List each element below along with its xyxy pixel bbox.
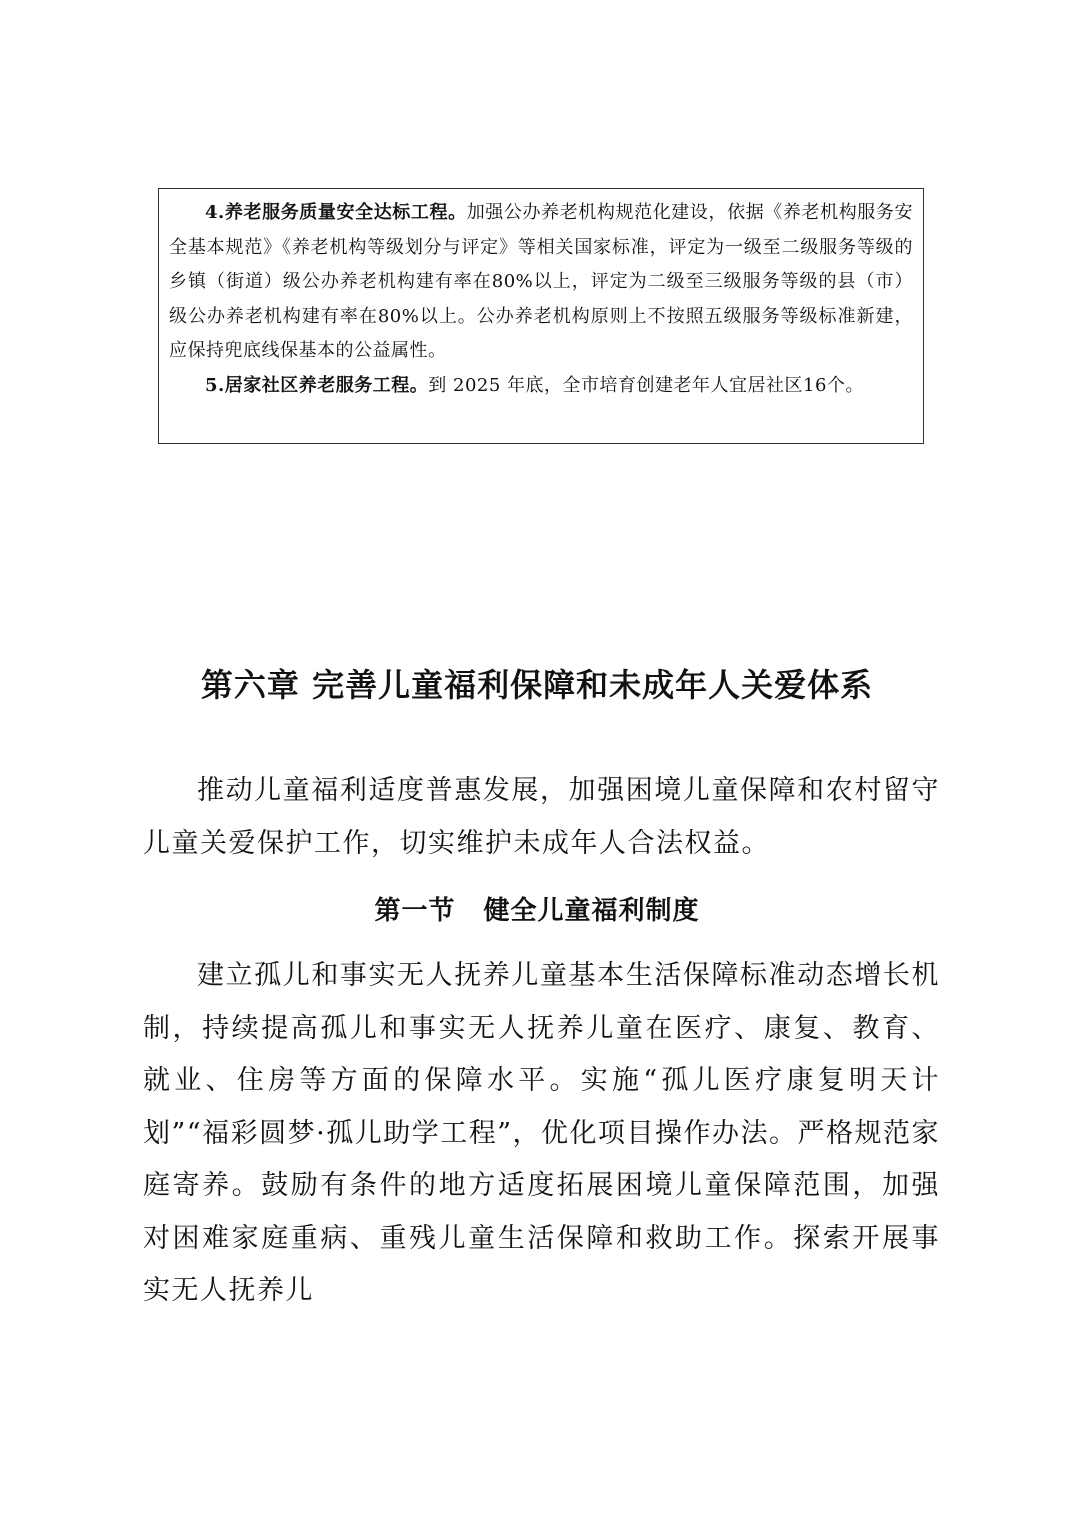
box-item-4 — [169, 196, 913, 369]
section-title: 健全儿童福利制度 — [483, 896, 700, 926]
project-box — [158, 188, 924, 444]
chapter-intro: 推动儿童福利适度普惠发展，加强困境儿童保障和农村留守儿童关爱保护工作，切实维护未成年人合法权益。 — [143, 775, 940, 859]
section-paragraph: 建立孤儿和事实无人抚养儿童基本生活保障标准动态增长机制，持续提高孤儿和事实无人抚养儿童在医疗、康复、教育、就业、住房等方面的保障水平。实施“孤儿医疗康复明天计划”“福彩圆梦·孤儿助学工程”，优化项目操作办法。严格规范家庭寄养。鼓励有条件的地方适度拓展困境儿童保障范围，加强对困难家庭重病、重残儿童生活保障和救助工作。探索开展事实无人抚养儿 — [143, 960, 940, 1306]
section-heading — [0, 890, 1074, 927]
box-item-5 — [169, 369, 913, 404]
section-number: 第一节 — [374, 896, 456, 926]
box-item-5-title: 5.居家社区养老服务工程。 — [205, 374, 429, 396]
box-item-4-title: 4.养老服务质量安全达标工程。 — [205, 202, 467, 223]
box-item-5-text: 到 2025 年底，全市培育创建老年人宜居社区16个。 — [428, 374, 864, 396]
chapter-title: 第六章 完善儿童福利保障和未成年人关爱体系 — [200, 666, 874, 704]
box-item-4-text: 加强公办养老机构规范化建设，依据《养老机构服务安全基本规范》《养老机构等级划分与评定》等相关国家标准，评定为一级至二级服务等级的乡镇（街道）级公办养老机构建有率在80%以上，评定为二级至三级服务等级的县（市）级公办养老机构建有率在80%以上。公办养老机构原则上不按照五级服务等级标准新建，应保持兜底线保基本的公益属性。 — [169, 202, 914, 361]
